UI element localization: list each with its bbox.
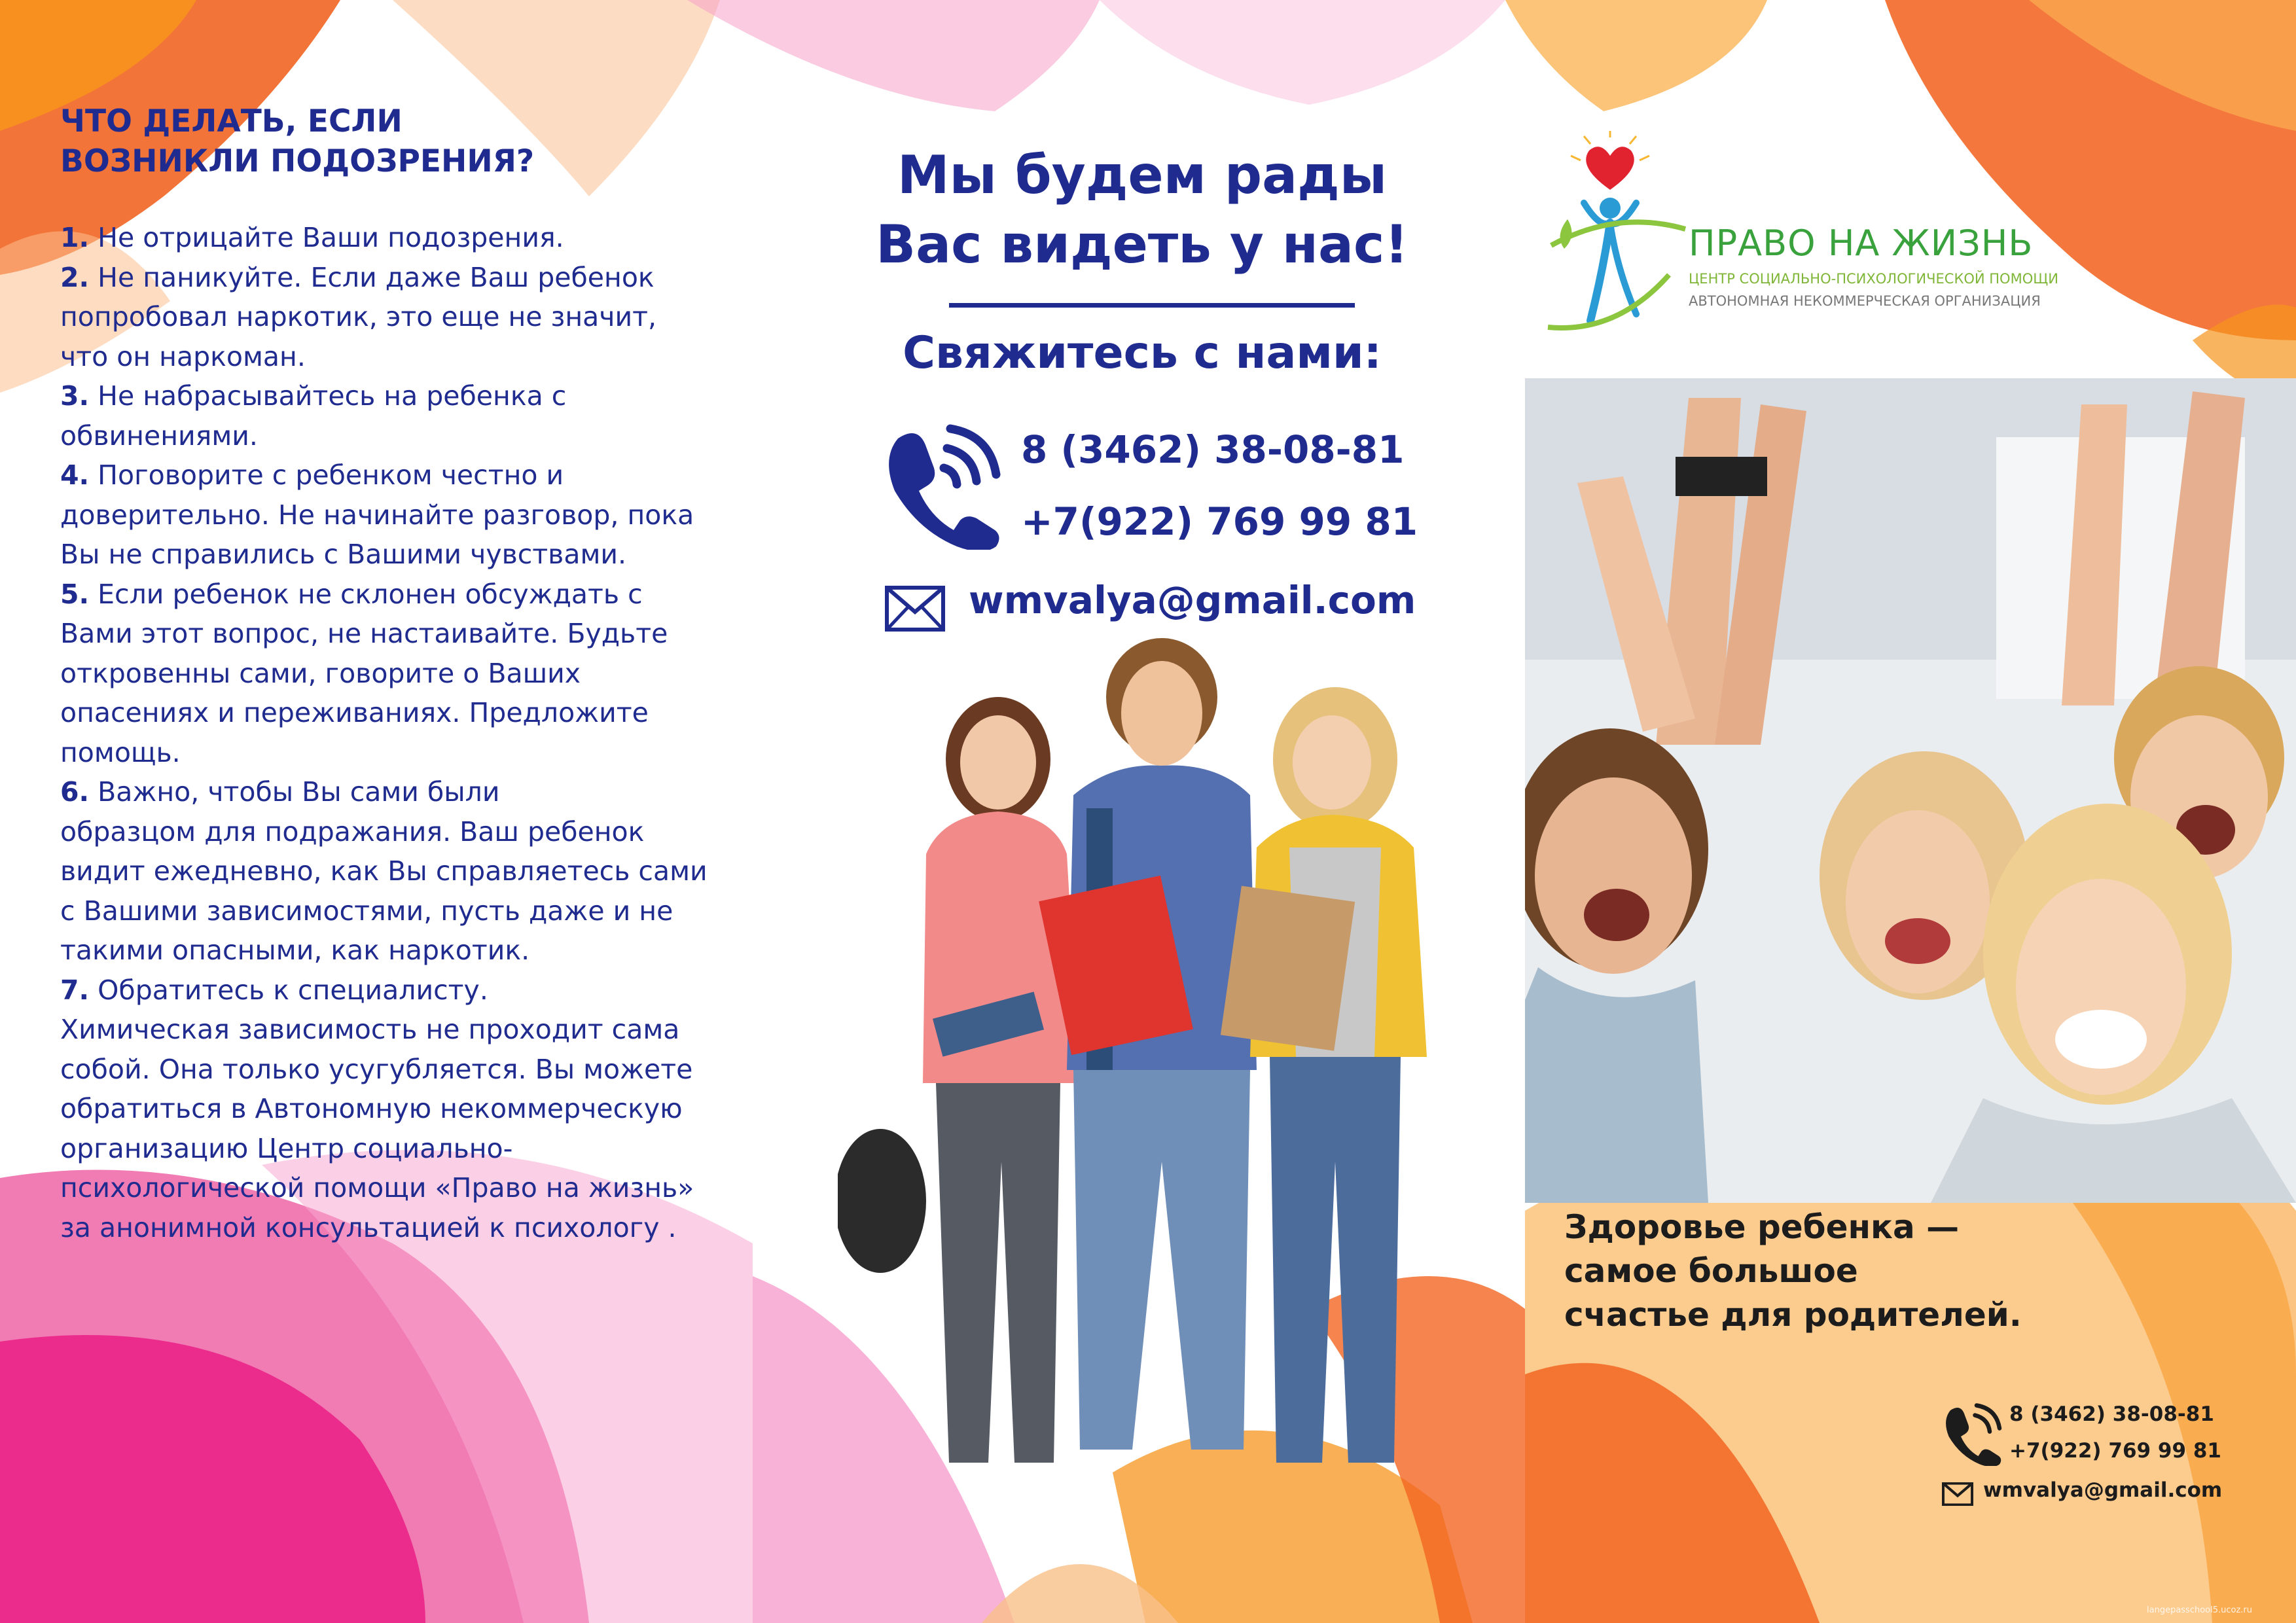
tip-7 [60, 971, 728, 1248]
tip-text: Вами этот вопрос, не настаивайте. Будьте [60, 618, 668, 649]
tip-text: опасениях и переживаниях. Предложите [60, 697, 649, 728]
tip-text: с Вашими зависимостями, пусть даже и не [60, 895, 673, 927]
tip-text: попробовал наркотик, это еще не значит, [60, 301, 657, 332]
tips-list [60, 218, 728, 1247]
logo-subtitle: ЦЕНТР СОЦИАЛЬНО-ПСИХОЛОГИЧЕСКОЙ ПОМОЩИ [1689, 271, 2058, 287]
tip-text: такими опасными, как наркотик. [60, 935, 530, 966]
tip-text: обратиться в Автономную некоммерческую [60, 1093, 683, 1124]
tip-text: Химическая зависимость не проходит сама [60, 1014, 680, 1045]
tip-text: видит ежедневно, как Вы справляетесь сами [60, 855, 708, 887]
tip-text: психологической помощи «Право на жизнь» [60, 1172, 694, 1204]
tip-text: что он наркоман. [60, 340, 306, 372]
tip-2 [60, 258, 728, 377]
logo-name: ПРАВО НА ЖИЗНЬ [1689, 223, 2034, 264]
contact-phone-2[interactable]: +7(922) 769 99 81 [1021, 499, 1418, 544]
students-photo [838, 638, 1492, 1515]
tip-text: откровенны сами, говорите о Ваших [60, 657, 581, 689]
tip-text: за анонимной консультацией к психологу . [60, 1211, 677, 1243]
tip-text: Вы не справились с Вашими чувствами. [60, 539, 627, 570]
friends-photo [1525, 378, 2296, 1203]
tip-text: Не отрицайте Ваши подозрения. [98, 222, 564, 253]
tip-6 [60, 772, 728, 971]
contact-email[interactable]: wmvalya@gmail.com [969, 578, 1416, 622]
tip-text: обвинениями. [60, 419, 258, 452]
logo-org-type: АВТОНОМНАЯ НЕКОММЕРЧЕСКАЯ ОРГАНИЗАЦИЯ [1689, 293, 2041, 309]
tip-number: 2. [60, 261, 90, 293]
tip-text: Обратитесь к специалисту. [98, 974, 488, 1006]
tip-number: 5. [60, 578, 90, 610]
heart-figure-logo [1538, 131, 1689, 340]
slogan-line2: самое большое [1564, 1252, 1858, 1290]
contact-title: Свяжитесь с нами: [903, 327, 1382, 379]
phone-icon [878, 419, 1003, 550]
tip-text: доверительно. Не начинайте разговор, пока [60, 499, 694, 531]
slogan-line1: Здоровье ребенка — [1564, 1208, 1960, 1246]
tip-text: Важно, чтобы Вы сами были [98, 776, 500, 808]
tips-title [60, 101, 649, 181]
tip-text: собой. Она только усугубляется. Вы можете [60, 1053, 693, 1085]
tips-title-line2: ВОЗНИКЛИ ПОДОЗРЕНИЯ? [60, 143, 535, 179]
tip-text: помощь. [60, 736, 181, 768]
tip-number: 1. [60, 222, 90, 253]
tip-1 [60, 218, 728, 258]
footer-phone-1[interactable]: 8 (3462) 38-08-81 [2009, 1402, 2214, 1426]
envelope-icon [885, 586, 945, 632]
tip-number: 3. [60, 380, 90, 412]
tip-number: 6. [60, 776, 90, 808]
tip-4 [60, 455, 728, 575]
welcome-line2: Вас видеть у нас! [876, 214, 1408, 275]
footer-phone-2[interactable]: +7(922) 769 99 81 [2009, 1439, 2221, 1463]
tip-text: Если ребенок не склонен обсуждать с [98, 578, 643, 610]
heading-divider [949, 303, 1355, 308]
tip-number: 7. [60, 974, 90, 1006]
left-panel [0, 0, 753, 1623]
welcome-heading [864, 141, 1420, 279]
contact-phone-1[interactable]: 8 (3462) 38-08-81 [1021, 427, 1405, 472]
slogan-line3: счастье для родителей. [1564, 1296, 2022, 1334]
right-panel [1525, 0, 2296, 1623]
middle-panel [753, 0, 1525, 1623]
phone-icon [1941, 1400, 2003, 1466]
envelope-icon [1942, 1482, 1973, 1506]
tip-text: образцом для подражания. Ваш ребенок [60, 815, 645, 847]
watermark: langepasschool5.ucoz.ru [2147, 1605, 2253, 1615]
tips-title-line1: ЧТО ДЕЛАТЬ, ЕСЛИ [60, 103, 403, 139]
tip-text: организацию Центр социально- [60, 1132, 513, 1164]
tip-text: Не паникуйте. Если даже Ваш ребенок [98, 261, 655, 293]
tip-3 [60, 376, 728, 455]
tip-number: 4. [60, 459, 90, 491]
tip-5 [60, 575, 728, 773]
footer-email[interactable]: wmvalya@gmail.com [1983, 1478, 2223, 1502]
tip-text: Не набрасывайтесь на ребенка с [98, 380, 567, 412]
slogan [1564, 1205, 2153, 1337]
tip-text: Поговорите с ребенком честно и [98, 459, 564, 491]
welcome-line1: Мы будем рады [897, 145, 1388, 205]
